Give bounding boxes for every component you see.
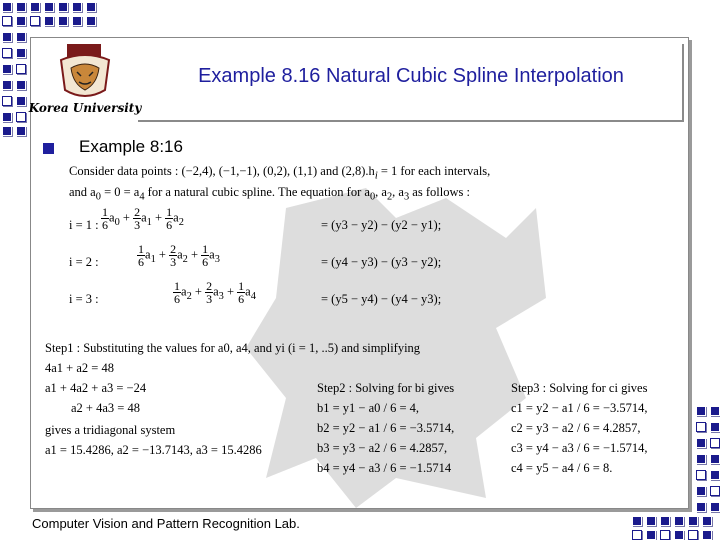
step3-line-1: c1 = y2 − a1 / 6 = −3.5714,	[511, 401, 648, 415]
korea-university-logo	[28, 40, 142, 116]
math-line-2: and $a_0 = 0 = a_4$ for a natural cubic spline. The equation for $a_0$, $a_2$, $a_3$ as follows :	[69, 185, 470, 203]
step2-line-1: b1 = y1 − a0 / 6 = 4,	[317, 401, 420, 415]
step3-line-3: c3 = y4 − a3 / 6 = −1.5714,	[511, 441, 648, 455]
step1-text: Step1 : Substituting the values for a0, a4, and yi (i = 1, ..5) and simplifying	[45, 341, 421, 355]
svg-text:Korea University: Korea University	[28, 101, 142, 115]
bullet-square-icon	[43, 143, 54, 154]
equation-i3-label: i = 3 :	[69, 292, 99, 306]
step2-line-3: b3 = y3 − a2 / 6 = 4.2857,	[317, 441, 448, 455]
footer-lab-name: Computer Vision and Pattern Recognition Lab.	[32, 516, 300, 531]
equation-c: a2 + 4a3 = 48	[71, 401, 140, 415]
equation-i3-rhs: = (y5 − y4) − (y4 − y3);	[321, 292, 442, 306]
equation-i1-lhs: $\frac{1}{6}$ $a_0$ + $\frac{2}{3}$ $a_1$ + $\frac{1}{6}$ $a_2$	[102, 205, 184, 232]
equation-i2-label: i = 2 :	[69, 255, 99, 269]
equation-a: 4a1 + a2 = 48	[45, 361, 114, 375]
step2-line-2: b2 = y2 − a1 / 6 = −3.5714,	[317, 421, 455, 435]
equation-i3-lhs: $\frac{1}{6}$ $a_2$ + $\frac{2}{3}$ $a_3$ + $\frac{1}{6}$ $a_4$	[174, 279, 256, 306]
slide-panel	[30, 37, 689, 509]
example-heading: Example 8:16	[79, 137, 183, 156]
solution-text: a1 = 15.4286, a2 = −13.7143, a3 = 15.4286	[45, 443, 262, 457]
step3-title: Step3 : Solving for ci gives	[511, 381, 648, 395]
step2-title: Step2 : Solving for bi gives	[317, 381, 455, 395]
step3-line-4: c4 = y5 − a4 / 6 = 8.	[511, 461, 613, 475]
step2-line-4: b4 = y4 − a3 / 6 = −1.5714	[317, 461, 452, 475]
equation-i2-lhs: $\frac{1}{6}$ $a_1$ + $\frac{2}{3}$ $a_2$ + $\frac{1}{6}$ $a_3$	[138, 242, 220, 269]
tridiagonal-text: gives a tridiagonal system	[45, 423, 176, 437]
slide-title: Example 8.16 Natural Cubic Spline Interpolation	[198, 65, 624, 87]
math-line-1: Consider data points : (−2,4), (−1,−1), (0,2), (1,1) and $(2,8).h_i = 1$ for each intervals,	[69, 164, 491, 182]
equation-b: a1 + 4a2 + a3 = −24	[45, 381, 147, 395]
equation-i1-rhs: = (y3 − y2) − (y2 − y1);	[321, 218, 442, 232]
equation-i2-rhs: = (y4 − y3) − (y3 − y2);	[321, 255, 442, 269]
equation-i1-label: i = 1 :	[69, 218, 99, 232]
step3-line-2: c2 = y3 − a2 / 6 = 4.2857,	[511, 421, 641, 435]
